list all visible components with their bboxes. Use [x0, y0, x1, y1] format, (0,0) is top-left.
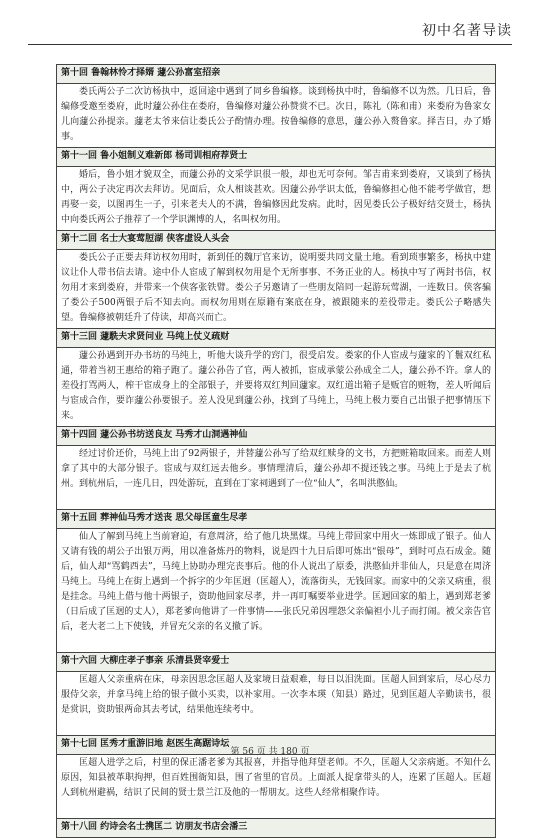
chapter-summary: 娄氏公子正要去拜访权勿用时，新到任的魏厅官来访，说明要共同文量土地。看到琐事繁多，杨执中建议让仆人带书信去请。途中仆人宦成了解到权勿用是个无所事事、不务正业的人。杨执中写了两封书信，权勿用才来到娄府，并带来一个侠客张铁臂。娄公子另邀请了一些朋友陪同一起游玩莺湖，一连数日。侠客骗了娄公子500两银子后不知去向。而权勿用则在原籍有案底在身，被跟随来的差役带走。娄氏公子略感失望。鲁编修被朝廷升了侍读，却高兴而亡。 — [57, 250, 496, 329]
chapter-summary: 经过讨价还价，马纯上出了92两银子，并替蘧公孙写了给双红赎身的文书，方把赃箱取回来。而差人则拿了其中的大部分银子。宦成与双红远去他乡。事情理清后，蘧公孙却不提还钱之事。马纯上于是去了杭州。到杭州后，一连几日，四处游玩，直到在丁家祠遇到了一位“仙人”，名叫洪憨仙。 — [57, 446, 496, 510]
chapter-title: 第十一回 鲁小姐制义难新郎 杨司训相府荐贤士 — [57, 148, 496, 167]
chapter-summary: 蘧公孙遇到开办书坊的马纯上，听他大谈升学的窍门，很受启发。娄家的仆人宦成与蘧家的丫鬟双红私通，带着当初王惠给的箱子跑了。蘧公孙告了官，两人被抓，宦成承蒙公孙成全二人，蘧公孙不许。拿人的差役打骂两人，榨干宦成身上的全部银子，并要将双红判回蘧家。双红道出箱子是贩官的赃物，差人听闻后与宦成合作，要诈蘧公孙要银子。差人没见到蘧公孙，找到了马纯上，马纯上极力要自己出银子把事情压下来。 — [57, 348, 496, 427]
chapter-summary-table — [56, 64, 496, 838]
chapter-summary: 仙人了解到马纯上当前窘迫，有意周济，给了他几块黑煤。马纯上带回家中用火一炼即成了银子。仙人又请有钱的胡公子出银万两，用以准备炼丹的物料，说是四十九日后即可炼出“银母”，到时可点石成金。随后，仙人却“骂鹤西去”，马纯上协助办理完丧事后。他的仆人说出了原委，洪憨仙并非仙人，只是意在周济马纯上。马纯上在街上遇到一个拆字的少年匡迥（匡超人），流落街头，无钱回家。而家中的父亲又病重，很是挂念。马纯上借与他十两银子，资助他回家尽孝，并一再叮嘱要举业进学。匡迥回家的船上，遇到郑老爹（日后成了匡迥的丈人），郑老爹向他讲了一件事情——张氏兄弟因埋怨父亲偏袒小儿子而打闹。被父亲告官后，老大老二上下使钱，并冒充父亲的名义撤了诉。 — [57, 529, 496, 653]
header-title: 初中名著导读 — [422, 23, 512, 39]
chapter-title: 第十二回 名士大宴莺脰湖 侠客虚设人头会 — [57, 231, 496, 250]
chapter-summary: 匡超人父亲重病在床，母亲因思念匡超人及家境日益艰难，每日以泪洗面。匡超人回到家后，尽心尽力服侍父亲，并拿马纯上给的银子做小买卖，以补家用。一次李本瑛（知县）路过，见到匡超人辛勤读书，很是赏识，资助银两命其去考试，结果他连续考中。 — [57, 672, 496, 736]
header-divider — [28, 44, 512, 45]
chapter-title: 第十回 鲁翰林怜才择婿 蘧公孙富室招亲 — [57, 65, 496, 84]
chapter-title: 第十八回 约诗会名士携匡二 访朋友书店会潘三 — [57, 819, 496, 838]
chapter-summary: 匡超人进学之后，村里的保正潘老爹为其报喜，并指导他拜望老师。不久，匡超人父亲病逝。不知什么原因，知县被革职拘押，但百姓围衙知县，围了省里的官员。上面派人捉拿带头的人，连累了匡超人。匡超人到杭州避祸，结识了民间的贤士景兰江及他的一帮朋友。这些人经常相聚作诗。 — [57, 755, 496, 819]
page-number: 第 56 页 共 180 页 — [230, 747, 310, 757]
chapter-title: 第十五回 葬神仙马秀才送丧 思父母匡童生尽孝 — [57, 510, 496, 529]
chapter-title: 第十三回 蘧駪夫求贤问业 马纯上仗义疏财 — [57, 329, 496, 348]
chapter-title: 第十七回 匡秀才重游旧地 赵医生高踞诗坛 — [57, 736, 496, 755]
chapter-title: 第十四回 蘧公孙书坊送良友 马秀才山洞遇神仙 — [57, 427, 496, 446]
chapter-title: 第十六回 大柳庄孝子事亲 乐清县贤宰爱士 — [57, 653, 496, 672]
chapter-summary: 娄氏两公子二次访杨执中，返回途中遇到了同乡鲁编修。谈到杨执中时，鲁编修不以为然。几日后，鲁编修受邀至娄府，此时蘧公孙住在娄府，鲁编修对蘧公孙赞赏不已。次日，陈礼（陈和甫）来娄府为鲁家女儿向蘧公孙提亲。蘧老太爷来信让娄氏公子酌情办理。按鲁编修的意思，蘧公孙入赘鲁家。择吉日，办了婚事。 — [57, 84, 496, 148]
chapter-summary: 婚后，鲁小姐才貌双全，而蘧公孙的文采学识很一般，却也无可奈何。邹吉甫来到娄府，又谈到了杨执中，两公子决定再次去拜访。见面后，众人相谈甚欢。因蘧公孙学识太低，鲁编修担心他不能考学做官，想再娶一妾，以图再生一子，引来老夫人的不满，鲁编修因此发病。此时，因见娄氏公子极好结交贤士，杨执中向娄氏两公子推荐了一个学识渊博的人，名叫权勿用。 — [57, 167, 496, 231]
